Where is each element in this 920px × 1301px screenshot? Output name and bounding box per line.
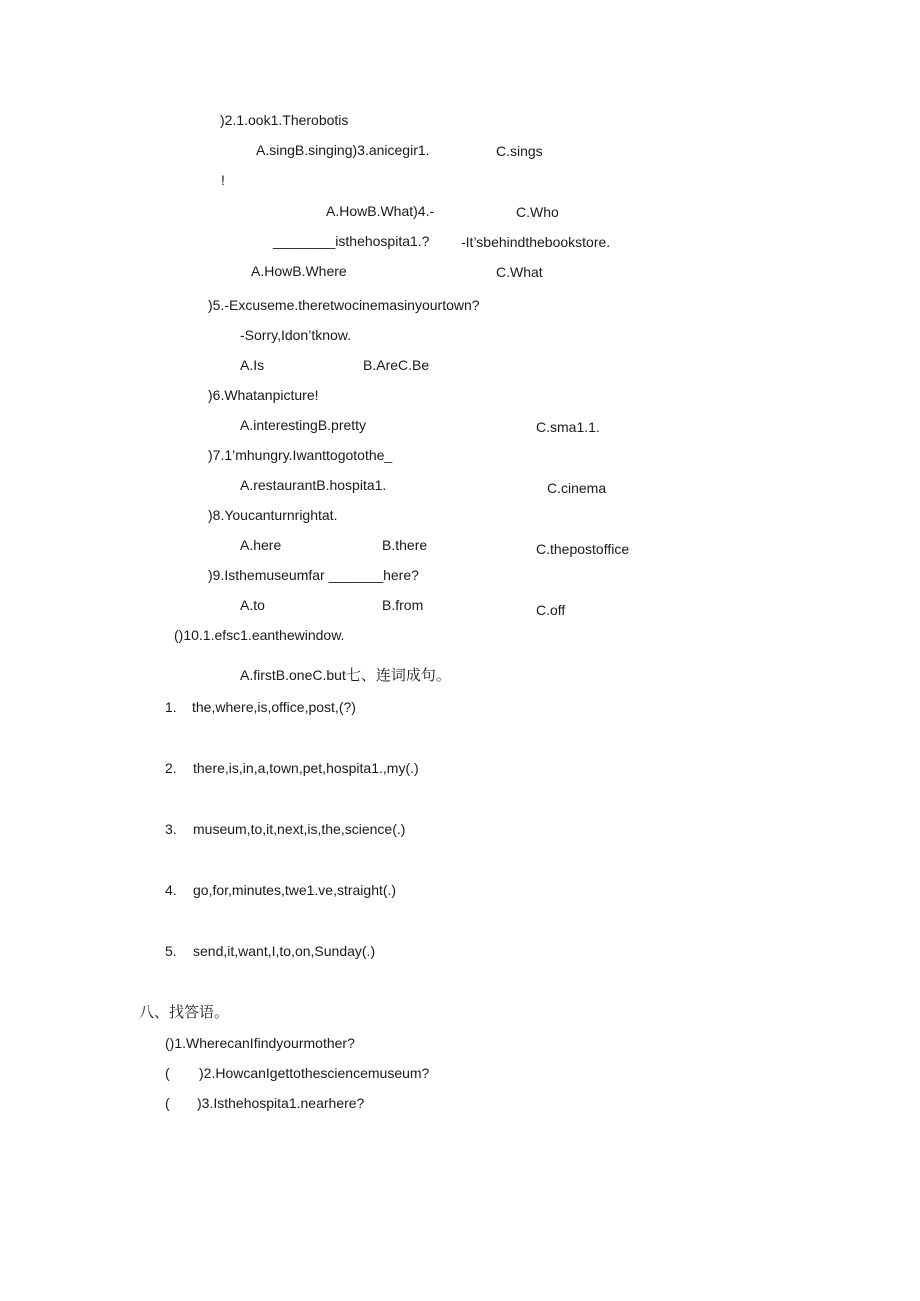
match-question-3: )3.Isthehospita1.nearhere?	[197, 1095, 365, 1111]
question-9-stem: )9.Isthemuseumfar _______here?	[208, 567, 419, 583]
question-9-option-c: C.off	[536, 602, 566, 618]
section-8-heading: 八、找答语。	[139, 1003, 230, 1021]
section-7-heading: 七、连词成句。	[345, 666, 451, 684]
list-item-number: 1.	[165, 699, 177, 715]
question-6-stem: )6.Whatanpicture!	[208, 387, 319, 403]
list-item-number: 2.	[165, 760, 177, 776]
match-question-2: )2.HowcanIgettothesciencemuseum?	[199, 1065, 430, 1081]
question-8-option-b: B.there	[382, 537, 428, 553]
question-3-stem: !	[221, 172, 225, 188]
list-item: go,for,minutes,twe1.ve,straight(.)	[193, 882, 397, 898]
question-6-option-c: C.sma1.1.	[536, 419, 600, 435]
question-5-option-a: A.Is	[240, 357, 265, 373]
match-question-1: ()1.WherecanIfindyourmother?	[165, 1035, 355, 1051]
list-item: there,is,in,a,town,pet,hospita1.,my(.)	[193, 760, 419, 776]
question-8-stem: )8.Youcanturnrightat.	[208, 507, 338, 523]
question-8-option-c: C.thepostoffice	[536, 541, 630, 557]
question-8-option-a: A.here	[240, 537, 282, 553]
list-item: the,where,is,office,post,(?)	[192, 699, 356, 715]
question-5-reply: -Sorry,Idon’tknow.	[240, 327, 352, 343]
question-2-option-c: C.sings	[496, 143, 543, 159]
list-item: send,it,want,I,to,on,Sunday(.)	[193, 943, 376, 959]
question-9-option-a: A.to	[240, 597, 265, 613]
question-2-options-ab: A.singB.singing)3.anicegir1.	[256, 142, 430, 158]
question-10-options-text: A.firstB.oneC.but	[240, 667, 346, 683]
question-9-option-b: B.from	[382, 597, 424, 613]
match-question-2-paren: (	[165, 1065, 170, 1081]
question-7-option-c: C.cinema	[547, 480, 607, 496]
question-10-stem: ()10.1.efsc1.eanthewindow.	[174, 627, 345, 643]
match-question-3-paren: (	[165, 1095, 170, 1111]
question-3-option-c: C.Who	[516, 204, 559, 220]
question-3-options-ab: A.HowB.What)4.-	[326, 203, 435, 219]
list-item-number: 5.	[165, 943, 177, 959]
question-4-answer-line: -It’sbehindthebookstore.	[461, 234, 611, 250]
question-4-stem: ________isthehospita1.?	[273, 233, 430, 249]
question-5-stem: )5.-Excuseme.theretwocinemasinyourtown?	[208, 297, 480, 313]
list-item-number: 4.	[165, 882, 177, 898]
question-5-options-bc: B.AreC.Be	[363, 357, 430, 373]
question-4-option-c: C.What	[496, 264, 543, 280]
question-7-options-ab: A.restaurantB.hospita1.	[240, 477, 387, 493]
question-7-stem: )7.1’mhungry.Iwanttogotothe_	[208, 447, 393, 463]
question-4-options-ab: A.HowB.Where	[251, 263, 347, 279]
question-2-stem: )2.1.ook1.Therobotis	[220, 112, 349, 128]
list-item: museum,to,it,next,is,the,science(.)	[193, 821, 406, 837]
question-6-options-ab: A.interestingB.pretty	[240, 417, 367, 433]
question-10-options	[240, 666, 451, 684]
list-item-number: 3.	[165, 821, 177, 837]
